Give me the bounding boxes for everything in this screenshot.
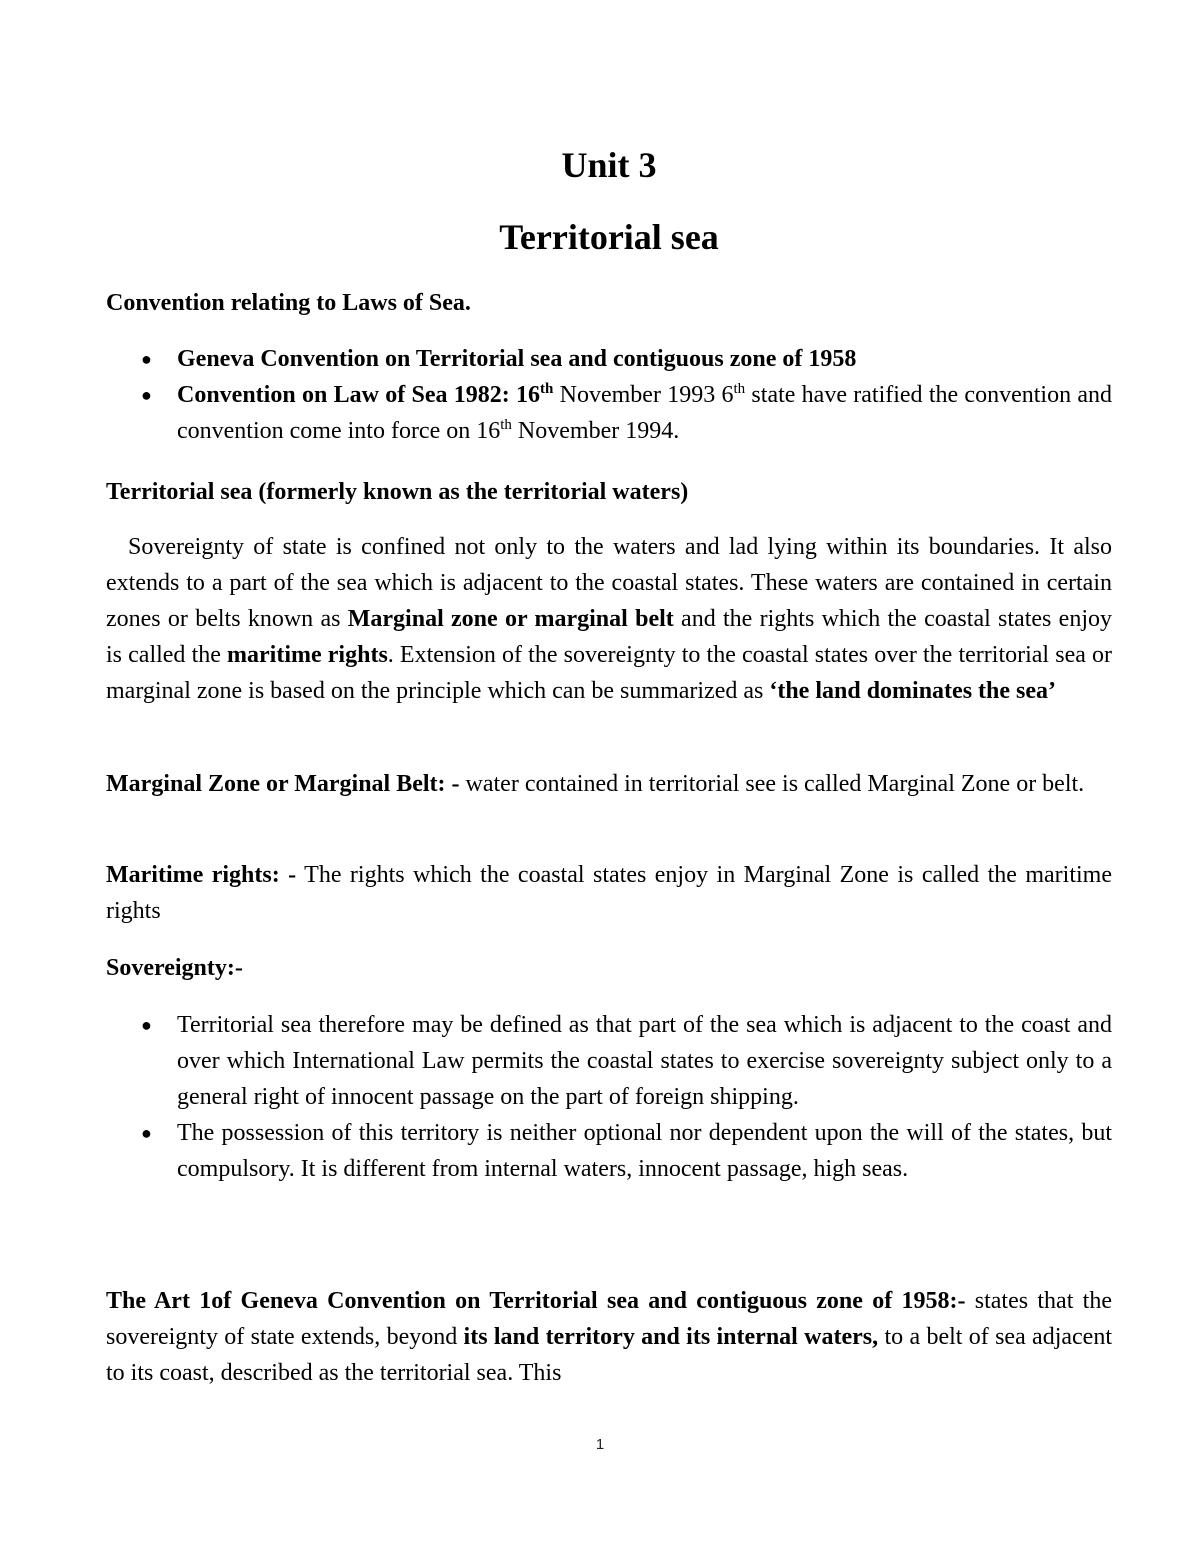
list-item: ● Convention on Law of Sea 1982: 16th November 1993 6th state have ratified the convention and convention come into force on 16th November 1994. bbox=[106, 377, 1112, 449]
bullet-icon: ● bbox=[141, 349, 152, 369]
sovereignty-list bbox=[106, 1007, 1112, 1187]
maritime-rights-paragraph: Maritime rights: - The rights which the coastal states enjoy in Marginal Zone is called the maritime rights bbox=[106, 862, 1112, 924]
list-item: ● Geneva Convention on Territorial sea and contiguous zone of 1958 bbox=[106, 341, 1112, 377]
territorial-sea-heading: Territorial sea (formerly known as the territorial waters) bbox=[106, 479, 689, 505]
sovereignty-heading: Sovereignty:- bbox=[106, 955, 243, 981]
territorial-sea-paragraph: Sovereignty of state is confined not only to the waters and lad lying within its boundaries. It also extends to a part of the sea which is adjacent to the coastal states. These waters are contained in certain zones or belts known as Marginal zone or marginal belt and the rights which the coastal states enjoy is called the maritime rights. Extension of the sovereignty to the coastal states over the territorial sea or marginal zone is based on the principle which can be summarized as ‘the land dominates the sea’ bbox=[106, 534, 1113, 704]
page-number: 1 bbox=[595, 1436, 605, 1453]
marginal-zone-paragraph: Marginal Zone or Marginal Belt: - water contained in territorial see is called Marginal Zone or belt. bbox=[106, 771, 1085, 797]
conventions-heading: Convention relating to Laws of Sea. bbox=[106, 290, 471, 316]
unit-title: Unit 3 bbox=[561, 145, 657, 185]
list-item: ● Territorial sea therefore may be defined as that part of the sea which is adjacent to the coast and over which International Law permits the coastal states to exercise sovereignty subject only to a general right of innocent passage on the part of foreign shipping. bbox=[106, 1007, 1112, 1115]
page-title: Territorial sea bbox=[499, 217, 719, 257]
list-item: ● The possession of this territory is neither optional nor dependent upon the will of the states, but compulsory. It is different from internal waters, innocent passage, high seas. bbox=[106, 1115, 1112, 1187]
article-paragraph: The Art 1of Geneva Convention on Territorial sea and contiguous zone of 1958:- states that the sovereignty of state extends, beyond its land territory and its internal waters, to a belt of sea adjacent to its coast, described as the territorial sea. This bbox=[106, 1288, 1112, 1386]
bullet-icon: ● bbox=[141, 1123, 152, 1143]
conventions-list bbox=[106, 341, 1112, 449]
bullet-icon: ● bbox=[141, 1015, 152, 1035]
bullet-icon: ● bbox=[141, 385, 152, 405]
